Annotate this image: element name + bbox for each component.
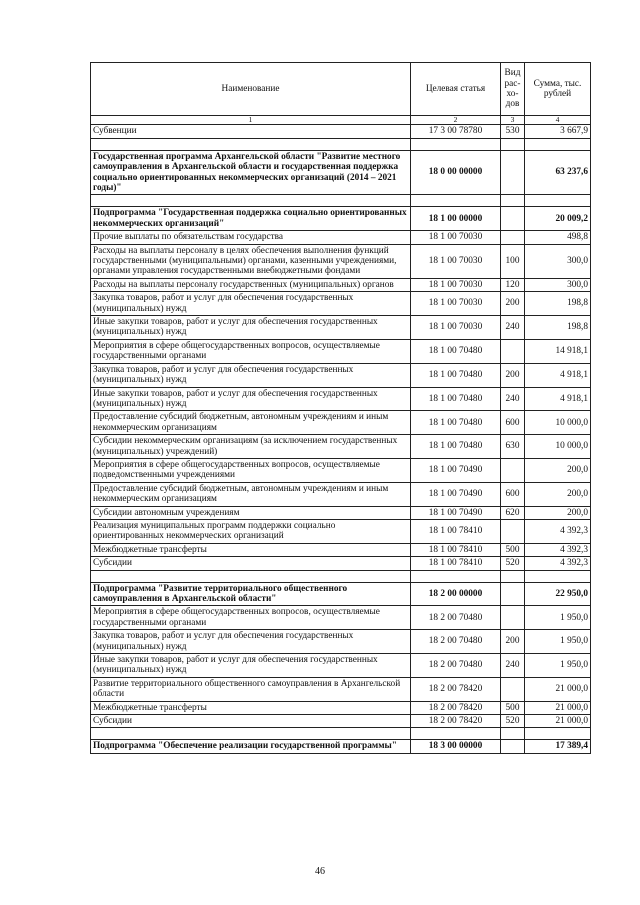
row-target-article: 18 1 00 00000 xyxy=(411,207,501,231)
column-number: 2 xyxy=(411,116,501,125)
page-number: 46 xyxy=(315,866,325,877)
spacer-cell xyxy=(501,728,525,740)
row-name: Мероприятия в сфере общегосударственных вопросов, осуществляемые государственными органами xyxy=(91,339,411,363)
row-sum: 200,0 xyxy=(525,506,591,519)
spacer-row xyxy=(91,570,591,582)
table-row xyxy=(91,519,591,543)
table-row xyxy=(91,543,591,556)
table-row xyxy=(91,316,591,340)
row-name: Мероприятия в сфере общегосударственных вопросов, осуществляемые подведомственными учреждениями xyxy=(91,458,411,482)
column-number: 4 xyxy=(525,116,591,125)
row-name: Межбюджетные трансферты xyxy=(91,701,411,714)
row-target-article: 18 2 00 70480 xyxy=(411,630,501,654)
row-name: Государственная программа Архангельской области "Развитие местного самоуправления в Архангельской области и государственная поддержка социально ориентированных некоммерческих организаций (2014 – 2021 годы)" xyxy=(91,150,411,195)
row-expense-type xyxy=(501,519,525,543)
row-sum: 1 950,0 xyxy=(525,654,591,678)
row-target-article: 18 2 00 78420 xyxy=(411,701,501,714)
spacer-row xyxy=(91,195,591,207)
table-row xyxy=(91,677,591,701)
row-expense-type xyxy=(501,677,525,701)
row-expense-type: 520 xyxy=(501,715,525,728)
row-sum: 10 000,0 xyxy=(525,435,591,459)
row-sum: 3 667,9 xyxy=(525,125,591,138)
row-target-article: 18 1 00 78410 xyxy=(411,557,501,570)
row-name: Субвенции xyxy=(91,125,411,138)
table-row xyxy=(91,654,591,678)
row-expense-type xyxy=(501,458,525,482)
program-row xyxy=(91,740,591,753)
row-target-article: 18 1 00 70490 xyxy=(411,506,501,519)
spacer-cell xyxy=(525,195,591,207)
row-target-article: 18 1 00 70030 xyxy=(411,231,501,244)
row-target-article: 18 1 00 70480 xyxy=(411,339,501,363)
row-name: Подпрограмма "Государственная поддержка социально ориентированных некоммерческих организаций" xyxy=(91,207,411,231)
spacer-cell xyxy=(91,570,411,582)
row-expense-type: 240 xyxy=(501,387,525,411)
row-name: Субсидии автономным учреждениям xyxy=(91,506,411,519)
row-expense-type xyxy=(501,582,525,606)
row-sum: 20 009,2 xyxy=(525,207,591,231)
row-target-article: 18 1 00 70030 xyxy=(411,244,501,278)
row-sum: 300,0 xyxy=(525,244,591,278)
spacer-cell xyxy=(501,138,525,150)
program-row xyxy=(91,150,591,195)
spacer-row xyxy=(91,138,591,150)
row-sum: 200,0 xyxy=(525,482,591,506)
row-expense-type: 100 xyxy=(501,244,525,278)
row-name: Субсидии xyxy=(91,715,411,728)
row-expense-type xyxy=(501,339,525,363)
table-row xyxy=(91,278,591,291)
row-name: Расходы на выплаты персоналу государственных (муниципальных) органов xyxy=(91,278,411,291)
row-expense-type: 520 xyxy=(501,557,525,570)
row-expense-type: 240 xyxy=(501,316,525,340)
row-sum: 4 392,3 xyxy=(525,557,591,570)
column-number: 1 xyxy=(91,116,411,125)
budget-sheet xyxy=(90,62,590,754)
table-row xyxy=(91,339,591,363)
row-target-article: 18 1 00 70480 xyxy=(411,435,501,459)
spacer-cell xyxy=(411,195,501,207)
spacer-cell xyxy=(411,728,501,740)
row-sum: 17 389,4 xyxy=(525,740,591,753)
spacer-cell xyxy=(91,138,411,150)
row-expense-type: 620 xyxy=(501,506,525,519)
table-row xyxy=(91,701,591,714)
table-row xyxy=(91,715,591,728)
table-row xyxy=(91,363,591,387)
row-sum: 22 950,0 xyxy=(525,582,591,606)
row-target-article: 18 2 00 70480 xyxy=(411,606,501,630)
row-name: Субсидии некоммерческим организациям (за исключением государственных (муниципальных) учреждений) xyxy=(91,435,411,459)
spacer-cell xyxy=(525,138,591,150)
column-number: 3 xyxy=(501,116,525,125)
row-sum: 1 950,0 xyxy=(525,630,591,654)
row-expense-type: 200 xyxy=(501,292,525,316)
row-name: Иные закупки товаров, работ и услуг для обеспечения государственных (муниципальных) нужд xyxy=(91,387,411,411)
row-expense-type xyxy=(501,740,525,753)
row-expense-type: 600 xyxy=(501,482,525,506)
row-sum: 21 000,0 xyxy=(525,701,591,714)
row-expense-type xyxy=(501,207,525,231)
row-target-article: 18 0 00 00000 xyxy=(411,150,501,195)
row-name: Закупка товаров, работ и услуг для обеспечения государственных (муниципальных) нужд xyxy=(91,292,411,316)
table-row xyxy=(91,458,591,482)
table-row xyxy=(91,557,591,570)
table-row xyxy=(91,606,591,630)
row-sum: 198,8 xyxy=(525,316,591,340)
table-row xyxy=(91,125,591,138)
row-target-article: 18 1 00 78410 xyxy=(411,543,501,556)
table-row xyxy=(91,435,591,459)
row-target-article: 18 2 00 78420 xyxy=(411,677,501,701)
row-target-article: 18 1 00 70490 xyxy=(411,458,501,482)
budget-table xyxy=(90,62,591,754)
row-name: Иные закупки товаров, работ и услуг для обеспечения государственных (муниципальных) нужд xyxy=(91,654,411,678)
program-row xyxy=(91,582,591,606)
row-target-article: 18 1 00 70030 xyxy=(411,292,501,316)
row-name: Подпрограмма "Обеспечение реализации государственной программы" xyxy=(91,740,411,753)
table-row xyxy=(91,411,591,435)
row-name: Развитие территориального общественного самоуправления в Архангельской области xyxy=(91,677,411,701)
row-name: Прочие выплаты по обязательствам государства xyxy=(91,231,411,244)
budget-table-body xyxy=(91,63,591,754)
table-row xyxy=(91,292,591,316)
header-sum: Сумма, тыс. рублей xyxy=(525,63,591,116)
row-expense-type: 500 xyxy=(501,701,525,714)
spacer-cell xyxy=(501,195,525,207)
table-row xyxy=(91,387,591,411)
row-target-article: 18 1 00 70480 xyxy=(411,387,501,411)
header-expense-type: Вид рас-хо-дов xyxy=(501,63,525,116)
table-row xyxy=(91,506,591,519)
row-expense-type: 630 xyxy=(501,435,525,459)
row-sum: 198,8 xyxy=(525,292,591,316)
row-sum: 63 237,6 xyxy=(525,150,591,195)
table-row xyxy=(91,482,591,506)
row-sum: 4 918,1 xyxy=(525,387,591,411)
row-expense-type xyxy=(501,231,525,244)
spacer-cell xyxy=(411,138,501,150)
row-target-article: 18 3 00 00000 xyxy=(411,740,501,753)
row-expense-type: 200 xyxy=(501,630,525,654)
program-row xyxy=(91,207,591,231)
spacer-row xyxy=(91,728,591,740)
spacer-cell xyxy=(501,570,525,582)
table-row xyxy=(91,231,591,244)
row-target-article: 18 2 00 00000 xyxy=(411,582,501,606)
row-expense-type xyxy=(501,150,525,195)
row-name: Реализация муниципальных программ поддержки социально ориентированных некоммерческих организаций xyxy=(91,519,411,543)
row-name: Закупка товаров, работ и услуг для обеспечения государственных (муниципальных) нужд xyxy=(91,363,411,387)
row-target-article: 18 1 00 70480 xyxy=(411,363,501,387)
row-sum: 4 392,3 xyxy=(525,519,591,543)
row-expense-type: 500 xyxy=(501,543,525,556)
row-sum: 14 918,1 xyxy=(525,339,591,363)
row-target-article: 18 2 00 70480 xyxy=(411,654,501,678)
row-name: Мероприятия в сфере общегосударственных вопросов, осуществляемые государственными органами xyxy=(91,606,411,630)
header-target-article: Целевая статья xyxy=(411,63,501,116)
row-expense-type: 600 xyxy=(501,411,525,435)
table-row xyxy=(91,244,591,278)
row-sum: 10 000,0 xyxy=(525,411,591,435)
row-sum: 300,0 xyxy=(525,278,591,291)
column-number-row xyxy=(91,116,591,125)
row-name: Предоставление субсидий бюджетным, автономным учреждениям и иным некоммерческим организациям xyxy=(91,482,411,506)
spacer-cell xyxy=(411,570,501,582)
row-target-article: 18 1 00 70030 xyxy=(411,316,501,340)
row-sum: 21 000,0 xyxy=(525,677,591,701)
row-sum: 498,8 xyxy=(525,231,591,244)
row-expense-type: 530 xyxy=(501,125,525,138)
row-name: Закупка товаров, работ и услуг для обеспечения государственных (муниципальных) нужд xyxy=(91,630,411,654)
row-target-article: 18 2 00 78420 xyxy=(411,715,501,728)
spacer-cell xyxy=(525,570,591,582)
table-header-row xyxy=(91,63,591,116)
header-name: Наименование xyxy=(91,63,411,116)
row-expense-type: 240 xyxy=(501,654,525,678)
row-expense-type: 200 xyxy=(501,363,525,387)
row-name: Предоставление субсидий бюджетным, автономным учреждениям и иным некоммерческим организациям xyxy=(91,411,411,435)
row-sum: 21 000,0 xyxy=(525,715,591,728)
row-sum: 4 392,3 xyxy=(525,543,591,556)
table-row xyxy=(91,630,591,654)
row-name: Межбюджетные трансферты xyxy=(91,543,411,556)
row-target-article: 18 1 00 70480 xyxy=(411,411,501,435)
row-target-article: 18 1 00 70490 xyxy=(411,482,501,506)
row-sum: 200,0 xyxy=(525,458,591,482)
row-sum: 4 918,1 xyxy=(525,363,591,387)
spacer-cell xyxy=(91,195,411,207)
row-name: Субсидии xyxy=(91,557,411,570)
row-target-article: 18 1 00 70030 xyxy=(411,278,501,291)
row-target-article: 17 3 00 78780 xyxy=(411,125,501,138)
row-expense-type xyxy=(501,606,525,630)
row-sum: 1 950,0 xyxy=(525,606,591,630)
spacer-cell xyxy=(91,728,411,740)
row-name: Расходы на выплаты персоналу в целях обеспечения выполнения функций государственными (муниципальными) органами, казенными учреждениями, органами управления государственными внебюджетными фондами xyxy=(91,244,411,278)
row-target-article: 18 1 00 78410 xyxy=(411,519,501,543)
row-expense-type: 120 xyxy=(501,278,525,291)
row-name: Иные закупки товаров, работ и услуг для обеспечения государственных (муниципальных) нужд xyxy=(91,316,411,340)
spacer-cell xyxy=(525,728,591,740)
row-name: Подпрограмма "Развитие территориального общественного самоуправления в Архангельской области" xyxy=(91,582,411,606)
